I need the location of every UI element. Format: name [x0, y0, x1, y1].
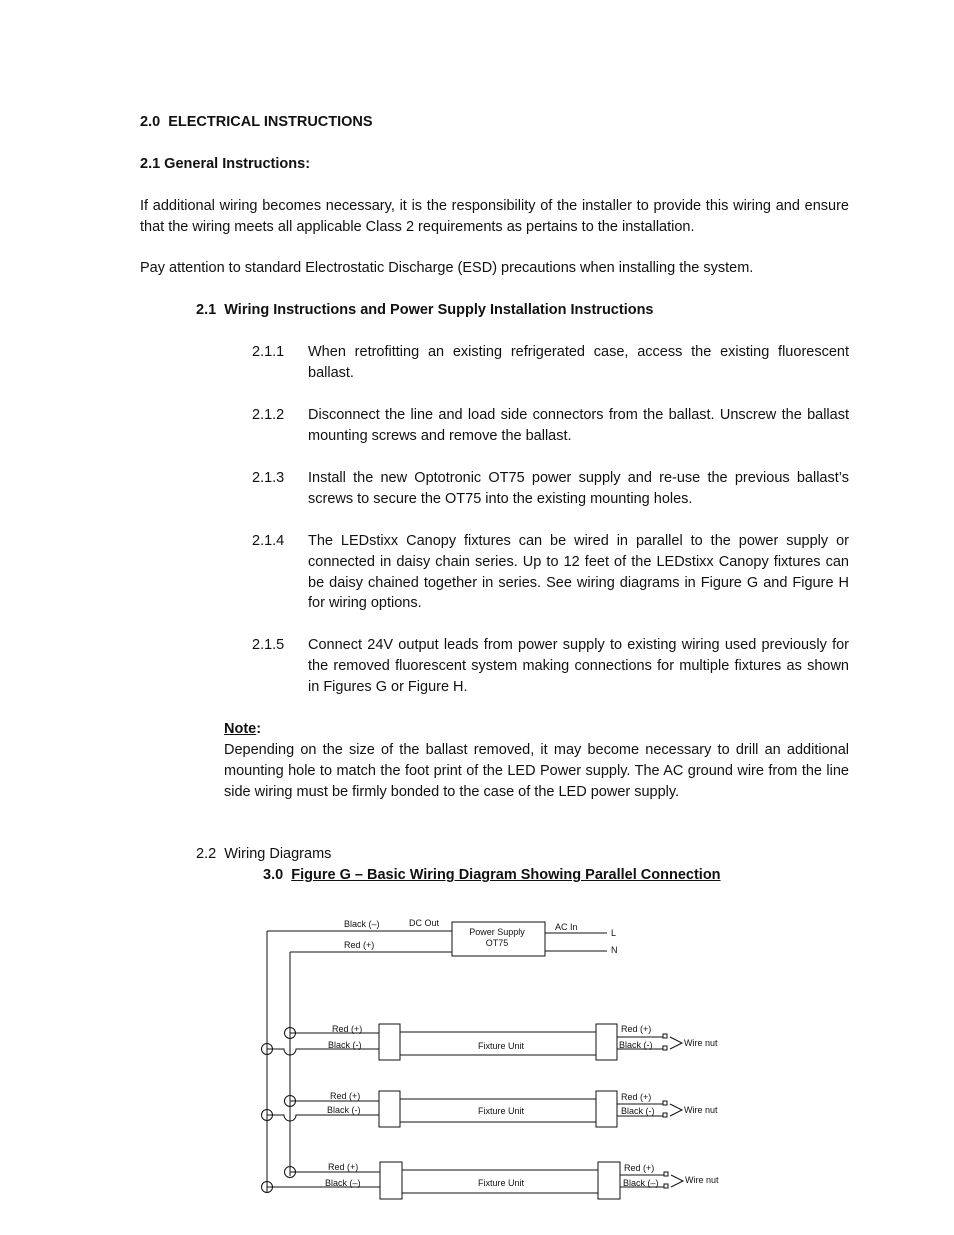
row3-left-black: Black (–) [325, 1178, 361, 1188]
row3-wire-nut: Wire nut [685, 1175, 719, 1185]
item-number: 2.1.4 [252, 533, 285, 549]
item-text: Install the new Optotronic OT75 power supply and re-use the previous ballast’s screws to secure the OT75 into the existing mounting holes. [308, 470, 849, 507]
section-number: 2.0 [140, 114, 161, 130]
section-title: ELECTRICAL INSTRUCTIONS [168, 114, 373, 130]
item-text: Connect 24V output leads from power supply to existing wiring used previously for the removed fluorescent system making connections for multiple fixtures as shown in Figures G or Figure H. [308, 637, 849, 695]
row2-left-black: Black (-) [327, 1105, 361, 1115]
row2-right-black: Black (-) [621, 1106, 655, 1116]
item-text: Disconnect the line and load side connectors from the ballast. Unscrew the ballast mounting screws and remove the ballast. [308, 407, 849, 444]
wiring-number: 2.1 [196, 302, 217, 318]
row2-wire-nut: Wire nut [684, 1105, 718, 1115]
general-paragraph-1: If additional wiring becomes necessary, it is the responsibility of the installer to provide this wiring and ensure that the wiring meets all applicable Class 2 requirements as pertains to the installation. [140, 198, 849, 235]
item-number: 2.1.5 [252, 637, 285, 653]
row3-left-red: Red (+) [328, 1162, 359, 1172]
psu-label-1: Power Supply [469, 927, 525, 937]
label-l: L [611, 928, 617, 938]
row2-fixture-name: Fixture Unit [477, 1106, 525, 1116]
label-ac-in: AC In [555, 922, 578, 932]
row2-left-red: Red (+) [330, 1091, 361, 1101]
row3-fixture-name: Fixture Unit [477, 1178, 525, 1188]
row2-right-red: Red (+) [621, 1092, 652, 1102]
label-black-neg: Black (–) [344, 919, 380, 929]
row3-right-red: Red (+) [624, 1163, 655, 1173]
general-heading: 2.1 General Instructions: [140, 156, 311, 172]
diagrams-number: 2.2 [196, 846, 217, 862]
note-text: Depending on the size of the ballast removed, it may become necessary to drill an additional mounting hole to match the foot print of the LED Power supply. The AC ground wire from the line side wiring must be firmly bonded to the case of the LED power supply. [224, 742, 849, 800]
item-number: 2.1.1 [252, 344, 285, 360]
row1-left-black: Black (-) [328, 1040, 362, 1050]
label-n: N [611, 945, 618, 955]
label-dc-out: DC Out [409, 918, 440, 928]
row1-left-red: Red (+) [332, 1024, 363, 1034]
figure-number: 3.0 [263, 867, 284, 883]
figure-title: Figure G – Basic Wiring Diagram Showing Parallel Connection [291, 867, 721, 883]
row1-fixture-name: Fixture Unit [477, 1041, 525, 1051]
psu-label-2: OT75 [485, 938, 509, 948]
row1-wire-nut: Wire nut [684, 1038, 718, 1048]
item-text: The LEDstixx Canopy fixtures can be wired in parallel to the power supply or connected in daisy chain series. Up to 12 feet of the LEDstixx Canopy fixtures can be daisy chained together in series. See wiring diagrams in Figure G and Figure H for wiring options. [308, 533, 849, 612]
label-red-pos: Red (+) [344, 940, 375, 950]
row1-right-black: Black (-) [619, 1040, 653, 1050]
item-number: 2.1.3 [252, 470, 285, 486]
wiring-title: Wiring Instructions and Power Supply Installation Instructions [224, 302, 654, 318]
note-label: Note: [224, 721, 262, 737]
row1-right-red: Red (+) [621, 1024, 652, 1034]
general-paragraph-2: Pay attention to standard Electrostatic Discharge (ESD) precautions when installing the system. [140, 260, 754, 276]
diagrams-title: Wiring Diagrams [224, 846, 332, 862]
row3-right-black: Black (–) [623, 1178, 659, 1188]
item-number: 2.1.2 [252, 407, 285, 423]
fixture-row-2 [262, 1091, 683, 1127]
item-text: When retrofitting an existing refrigerated case, access the existing fluorescent ballast. [308, 344, 849, 381]
